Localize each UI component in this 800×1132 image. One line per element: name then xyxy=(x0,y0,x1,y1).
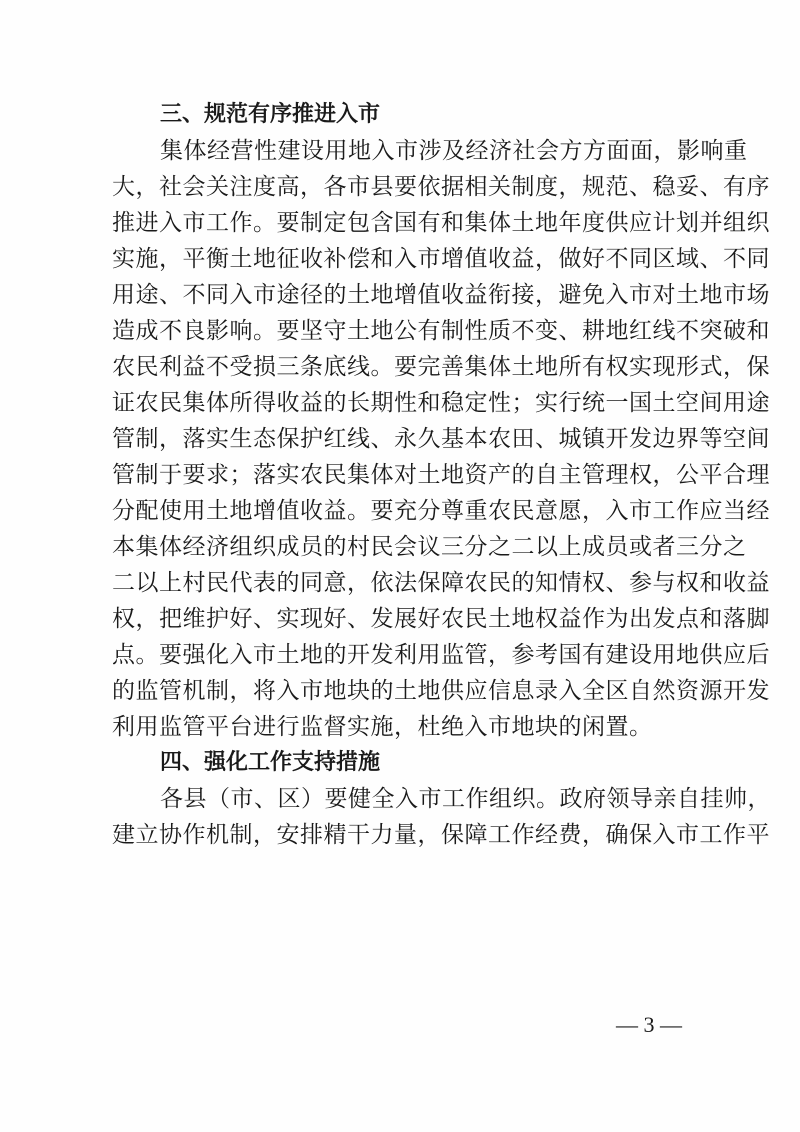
paragraph-4-line: 建立协作机制，安排精干力量，保障工作经费，确保入市工作平 xyxy=(112,822,770,848)
paragraph-3-line: 利用监管平台进行监督实施，杜绝入市地块的闲置。 xyxy=(112,714,653,740)
paragraph-3-line: 二以上村民代表的同意，依法保障农民的知情权、参与权和收益 xyxy=(112,570,770,596)
section-heading-4: 四、强化工作支持措施 xyxy=(160,750,381,775)
paragraph-3-line: 集体经营性建设用地入市涉及经济社会方方面面，影响重 xyxy=(160,138,748,164)
page-number: — 3 — xyxy=(616,1012,682,1037)
paragraph-3-line: 分配使用土地增值收益。要充分尊重农民意愿，入市工作应当经 xyxy=(112,498,770,524)
paragraph-3-line: 权，把维护好、实现好、发展好农民土地权益作为出发点和落脚 xyxy=(112,606,770,632)
paragraph-3-line: 管制于要求；落实农民集体对土地资产的自主管理权，公平合理 xyxy=(112,462,770,488)
paragraph-4-line: 各县（市、区）要健全入市工作组织。政府领导亲自挂帅， xyxy=(160,786,771,812)
section-heading-3: 三、规范有序推进入市 xyxy=(160,102,381,127)
paragraph-3-line: 点。要强化入市土地的开发利用监管，参考国有建设用地供应后 xyxy=(112,642,770,668)
paragraph-3-line: 实施，平衡土地征收补偿和入市增值收益，做好不同区域、不同 xyxy=(112,246,770,272)
paragraph-3-line: 农民利益不受损三条底线。要完善集体土地所有权实现形式，保 xyxy=(112,354,770,380)
paragraph-3-line: 的监管机制，将入市地块的土地供应信息录入全区自然资源开发 xyxy=(112,678,770,704)
paragraph-3-line: 管制，落实生态保护红线、永久基本农田、城镇开发边界等空间 xyxy=(112,426,770,452)
document-body xyxy=(112,97,771,853)
paragraph-3-line: 造成不良影响。要坚守土地公有制性质不变、耕地红线不突破和 xyxy=(112,318,770,344)
paragraph-3-line: 大，社会关注度高，各市县要依据相关制度，规范、稳妥、有序 xyxy=(112,174,770,200)
paragraph-3-line: 推进入市工作。要制定包含国有和集体土地年度供应计划并组织 xyxy=(112,210,770,236)
paragraph-3-line: 本集体经济组织成员的村民会议三分之二以上成员或者三分之 xyxy=(112,534,747,560)
paragraph-3-line: 用途、不同入市途径的土地增值收益衔接，避免入市对土地市场 xyxy=(112,282,770,308)
paragraph-3-line: 证农民集体所得收益的长期性和稳定性；实行统一国土空间用途 xyxy=(112,390,770,416)
